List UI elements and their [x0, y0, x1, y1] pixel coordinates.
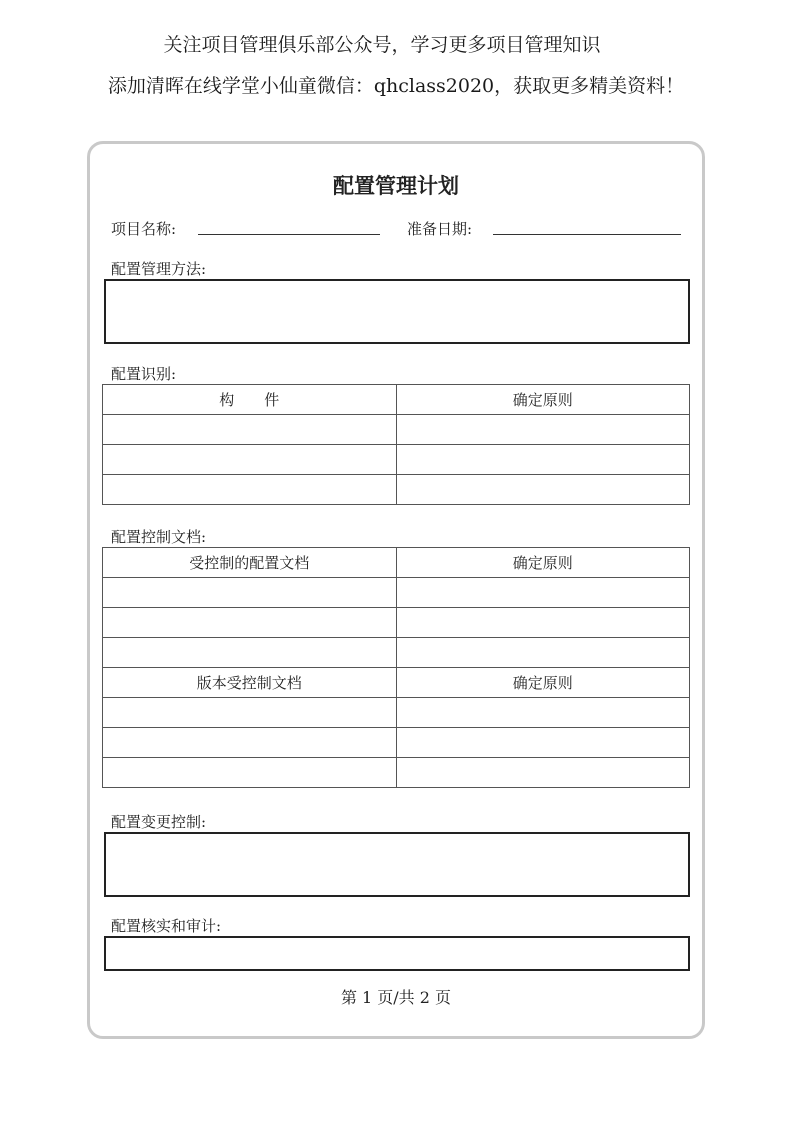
table-cell[interactable] [396, 475, 690, 505]
table-cell[interactable] [103, 728, 397, 758]
table-cell[interactable] [396, 638, 690, 668]
table-cell[interactable] [103, 415, 397, 445]
table-cell[interactable] [103, 758, 397, 788]
table-cell[interactable] [103, 475, 397, 505]
table-header-row [103, 385, 690, 415]
table-cell[interactable] [396, 445, 690, 475]
project-name-label: 项目名称: [111, 220, 177, 238]
page-number: 第 1 页/共 2 页 [340, 988, 452, 1007]
table-cell[interactable] [396, 608, 690, 638]
audit-label: 配置核实和审计: [111, 917, 222, 935]
method-label: 配置管理方法: [111, 260, 207, 278]
table-row [103, 758, 690, 788]
table-cell[interactable] [396, 728, 690, 758]
table-cell[interactable] [396, 758, 690, 788]
column-header-controlled-docs: 受控制的配置文档 [103, 548, 397, 578]
table-cell[interactable] [396, 698, 690, 728]
table-cell[interactable] [103, 698, 397, 728]
table-header-row [103, 548, 690, 578]
table-cell[interactable] [103, 445, 397, 475]
table-cell[interactable] [103, 638, 397, 668]
column-header-principle: 确定原则 [396, 668, 690, 698]
project-name-field[interactable] [198, 234, 380, 235]
table-cell[interactable] [396, 578, 690, 608]
method-input-box[interactable] [104, 279, 690, 344]
audit-input-box[interactable] [104, 936, 690, 971]
control-docs-table [102, 547, 690, 788]
change-control-input-box[interactable] [104, 832, 690, 897]
change-control-label: 配置变更控制: [111, 813, 207, 831]
promo-line-2: 添加清晖在线学堂小仙童微信：qhclass2020，获取更多精美资料！ [107, 75, 685, 97]
identification-label: 配置识别: [111, 365, 177, 383]
table-row [103, 445, 690, 475]
form-title: 配置管理计划 [333, 174, 459, 198]
table-row [103, 698, 690, 728]
table-header-row [103, 668, 690, 698]
prep-date-label: 准备日期: [407, 220, 473, 238]
table-row [103, 415, 690, 445]
table-row [103, 638, 690, 668]
table-row [103, 578, 690, 608]
promo-line-1: 关注项目管理俱乐部公众号，学习更多项目管理知识 [163, 34, 601, 56]
table-cell[interactable] [396, 415, 690, 445]
identification-table [102, 384, 690, 505]
table-row [103, 728, 690, 758]
table-row [103, 475, 690, 505]
column-header-principle: 确定原则 [396, 548, 690, 578]
column-header-version-docs: 版本受控制文档 [103, 668, 397, 698]
column-header-principle: 确定原则 [396, 385, 690, 415]
prep-date-field[interactable] [493, 234, 681, 235]
table-cell[interactable] [103, 608, 397, 638]
table-cell[interactable] [103, 578, 397, 608]
table-row [103, 608, 690, 638]
control-docs-label: 配置控制文档: [111, 528, 207, 546]
column-header-component: 构 件 [103, 385, 397, 415]
